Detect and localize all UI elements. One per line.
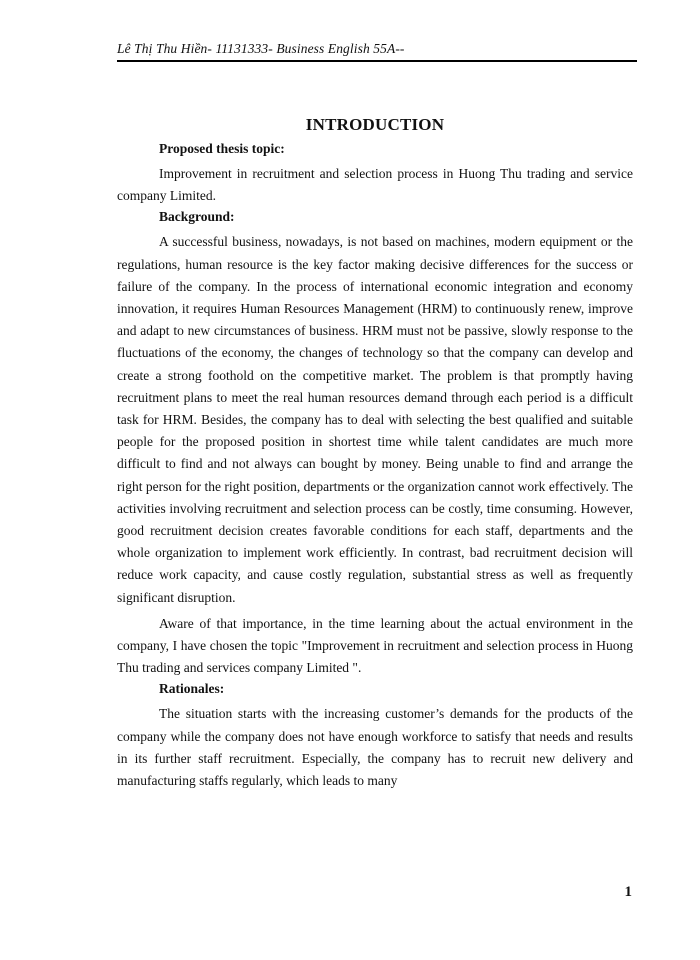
section-heading-background: Background: [159,209,235,225]
page-content [117,110,633,794]
paragraph-background-2: Aware of that importance, in the time learning about the actual environment in the company, I have chosen the topic "Improvement in recruitment and selection process in Huong Thu trading and services company Limited ". [117,615,633,676]
section-heading-rationales: Rationales: [159,681,225,697]
paragraph-rationales-1: The situation starts with the increasing customer’s demands for the products of the company while the company does not have enough workforce to satisfy that needs and results in its further staff recruitment. Especially, the company has to recruit new delivery and manufacturing staffs regularly, which leads to many [117,706,633,789]
header-text: Lê Thị Thu Hiền- 11131333- Business English 55A-- [117,41,405,56]
section-heading-proposed-topic: Proposed thesis topic: [159,141,285,156]
document-title: INTRODUCTION [305,115,445,134]
paragraph-background-1: A successful business, nowadays, is not based on machines, modern equipment or the regulations, human resource is the key factor making decisive differences for the success or failure of the company. In the process of international economic integration and economy innovation, it requires Human Resources Management (HRM) to continuously renew, improve and adapt to new circumstances of business. HRM must not be passive, slowly response to the fluctuations of the economy, the changes of technology so that the company can develop and create a strong foothold on the competitive market. The problem is that promptly having recruitment plans to meet the real human resources demand through each period is a difficult task for HRM. Besides, the company has to deal with selecting the best qualified and suitable people for the proposed position in shortest time while talent candidates are much more difficult to find and not always can bought by money. Being unable to find and arrange the right person for the right position, departments or the organization cannot work effectively. The activities involving recruitment and selection process can be costly, time consuming. However, good recruitment decision creates favorable conditions for each staff, departments and the whole organization to implement work efficiently. In contrast, bad recruitment decision will reduce work capacity, and cause costly regulation, substantial stress as well as frequently significant disruption. [117,234,633,605]
page-number: 1 [624,884,632,900]
running-header [117,38,637,62]
paragraph-proposed-topic: Improvement in recruitment and selection process in Huong Thu trading and service company Limited. [117,166,633,204]
